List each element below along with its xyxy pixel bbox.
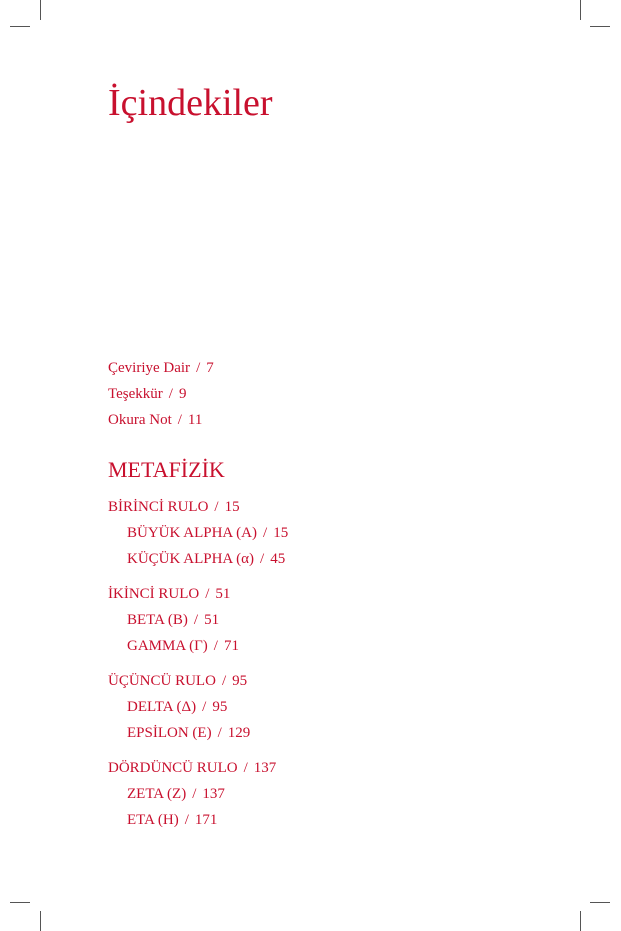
toc-entry-okura-not[interactable] [108, 413, 202, 428]
toc-part-ikinci-rulo[interactable] [108, 587, 230, 602]
toc-entry-label: ZETA (Ζ) [127, 786, 187, 802]
crop-mark-top-left-vertical [40, 0, 41, 20]
separator: / [217, 725, 222, 741]
toc-entry-label: ÜÇÜNCÜ RULO [108, 673, 216, 689]
crop-mark-top-right-horizontal [590, 26, 610, 27]
separator: / [202, 699, 207, 715]
toc-entry-page: 15 [273, 525, 289, 541]
toc-entry-label: Çeviriye Dair [108, 360, 191, 376]
toc-chapter-gamma[interactable] [127, 639, 239, 654]
section-title: METAFİZİK [108, 457, 225, 482]
separator: / [213, 638, 218, 654]
toc-entry-label: ETA (Η) [127, 812, 179, 828]
toc-entry-page: 95 [212, 699, 228, 715]
toc-part-ucuncu-rulo[interactable] [108, 674, 247, 689]
separator: / [243, 760, 248, 776]
crop-mark-bottom-right-horizontal [590, 902, 610, 903]
crop-mark-top-left-horizontal [10, 26, 30, 27]
toc-entry-page: 51 [204, 612, 220, 628]
separator: / [263, 525, 268, 541]
toc-chapter-kucuk-alpha[interactable] [127, 552, 285, 567]
toc-entry-page: 95 [232, 673, 248, 689]
toc-entry-label: DÖRDÜNCÜ RULO [108, 760, 238, 776]
toc-entry-page: 137 [202, 786, 225, 802]
separator: / [196, 360, 201, 376]
toc-chapter-eta[interactable] [127, 813, 217, 828]
toc-chapter-epsilon[interactable] [127, 726, 250, 741]
toc-entry-label: KÜÇÜK ALPHA (α) [127, 551, 255, 567]
toc-entry-page: 171 [194, 812, 218, 828]
toc-entry-tesekkur[interactable] [108, 387, 186, 402]
toc-entry-page: 137 [253, 760, 277, 776]
crop-mark-top-right-vertical [580, 0, 581, 20]
separator: / [214, 499, 219, 515]
toc-part-dorduncu-rulo[interactable] [108, 761, 276, 776]
toc-chapter-beta[interactable] [127, 613, 219, 628]
toc-entry-label: EPSİLON (Ε) [127, 725, 212, 741]
separator: / [177, 412, 182, 428]
toc-entry-label: BİRİNCİ RULO [108, 499, 209, 515]
separator: / [193, 612, 199, 628]
toc-entry-page: 11 [187, 412, 203, 428]
crop-mark-bottom-right-vertical [580, 911, 581, 931]
separator: / [205, 586, 210, 602]
toc-entry-label: İKİNCİ RULO [108, 586, 200, 602]
toc-entry-page: 9 [178, 386, 187, 402]
toc-entry-page: 7 [206, 360, 214, 376]
toc-entry-label: BÜYÜK ALPHA (Α) [127, 525, 258, 541]
separator: / [260, 551, 265, 567]
separator: / [184, 812, 189, 828]
toc-entry-label: Okura Not [108, 412, 172, 428]
toc-chapter-zeta[interactable] [127, 787, 225, 802]
toc-entry-label: DELTA (Δ) [127, 699, 197, 715]
separator: / [168, 386, 173, 402]
crop-mark-bottom-left-horizontal [10, 902, 30, 903]
toc-chapter-delta[interactable] [127, 700, 227, 715]
crop-mark-bottom-left-vertical [40, 911, 41, 931]
toc-entry-label: BETA (Β) [127, 612, 188, 628]
separator: / [192, 786, 197, 802]
toc-chapter-buyuk-alpha[interactable] [127, 526, 288, 541]
toc-entry-label: Teşekkür [108, 386, 163, 402]
toc-entry-page: 71 [223, 638, 239, 654]
toc-entry-page: 129 [227, 725, 251, 741]
toc-entry-page: 45 [270, 551, 286, 567]
toc-entry-page: 51 [215, 586, 231, 602]
page-title: İçindekiler [108, 82, 273, 124]
separator: / [221, 673, 227, 689]
toc-part-birinci-rulo[interactable] [108, 500, 240, 515]
toc-entry-page: 15 [224, 499, 240, 515]
toc-entry-label: GAMMA (Γ) [127, 638, 208, 654]
toc-entry-ceviriye-dair[interactable] [108, 361, 214, 376]
